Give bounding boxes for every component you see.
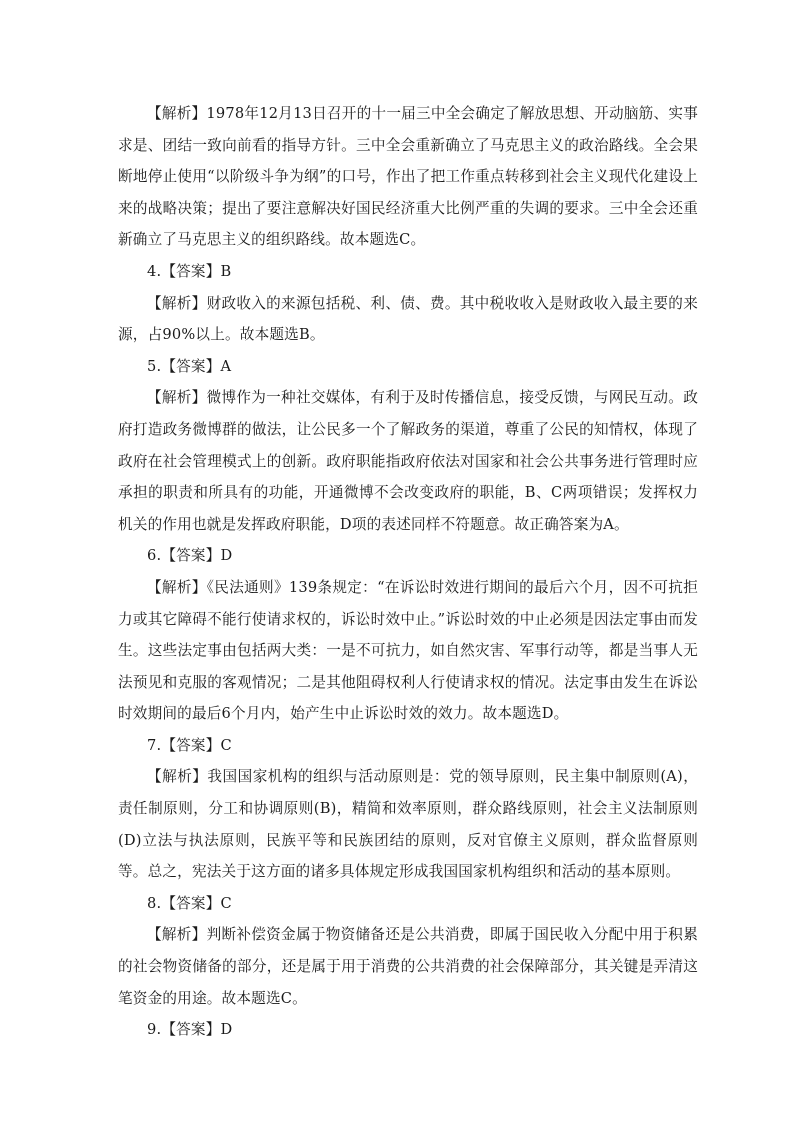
analysis-paragraph: 【解析】1978年12月13日召开的十一届三中全会确定了解放思想、开动脑筋、实事求是、团结一致向前看的指导方针。三中全会重新确立了马克思主义的政治路线。全会果断地停止使用“以阶级斗争为纲”的口号，作出了把工作重点转移到社会主义现代化建设上来的战略决策；提出了要注意解决好国民经济重大比例严重的失调的要求。三中全会还重新确立了马克思主义的组织路线。故本题选C。	[118, 105, 698, 249]
analysis-paragraph: 【解析】《民法通则》139条规定：“在诉讼时效进行期间的最后六个月，因不可抗拒力或其它障碍不能行使请求权的，诉讼时效中止。”诉讼时效的中止必须是因法定事由而发生。这些法定事由包括两大类：一是不可抗力，如自然灾害、军事行动等，都是当事人无法预见和克服的客观情况；二是其他阻碍权利人行使请求权的情况。法定事由发生在诉讼时效期间的最后6个月内，始产生中止诉讼时效的效力。故本题选D。	[118, 578, 698, 723]
analysis-paragraph: 【解析】判断补偿资金属于物资储备还是公共消费，即属于国民收入分配中用于积累的社会物资储备的部分，还是属于用于消费的公共消费的社会保障部分，其关键是弄清这笔资金的用途。故本题选C。	[118, 926, 698, 1007]
analysis-paragraph: 【解析】微博作为一种社交媒体，有利于及时传播信息，接受反馈，与网民互动。政府打造政务微博群的做法，让公民多一个了解政务的渠道，尊重了公民的知情权，体现了政府在社会管理模式上的创新。政府职能指政府依法对国家和社会公共事务进行管理时应承担的职责和所具有的功能，开通微博不会改变政府的职能，B、C两项错误；发挥权力机关的作用也就是发挥政府职能，D项的表述同样不符题意。故正确答案为A。	[118, 389, 698, 533]
document-body	[118, 98, 698, 1046]
analysis-paragraph: 【解析】我国国家机构的组织与活动原则是：党的领导原则，民主集中制原则(A)，责任制原则，分工和协调原则(B)，精简和效率原则，群众路线原则，社会主义法制原则(D)立法与执法原则，民族平等和民族团结的原则，反对官僚主义原则，群众监督原则等。总之，宪法关于这方面的诸多具体规定形成我国国家机构组织和活动的基本原则。	[118, 768, 698, 881]
answer-line: 6.【答案】D	[147, 547, 233, 565]
answer-line: 5.【答案】A	[147, 357, 232, 375]
answer-line: 4.【答案】B	[147, 262, 232, 280]
answer-line: 7.【答案】C	[147, 736, 232, 754]
answer-line: 9.【答案】D	[147, 1021, 233, 1039]
analysis-paragraph: 【解析】财政收入的来源包括税、利、债、费。其中税收收入是财政收入最主要的来源，占90%以上。故本题选B。	[118, 294, 698, 344]
answer-line: 8.【答案】C	[147, 894, 232, 912]
